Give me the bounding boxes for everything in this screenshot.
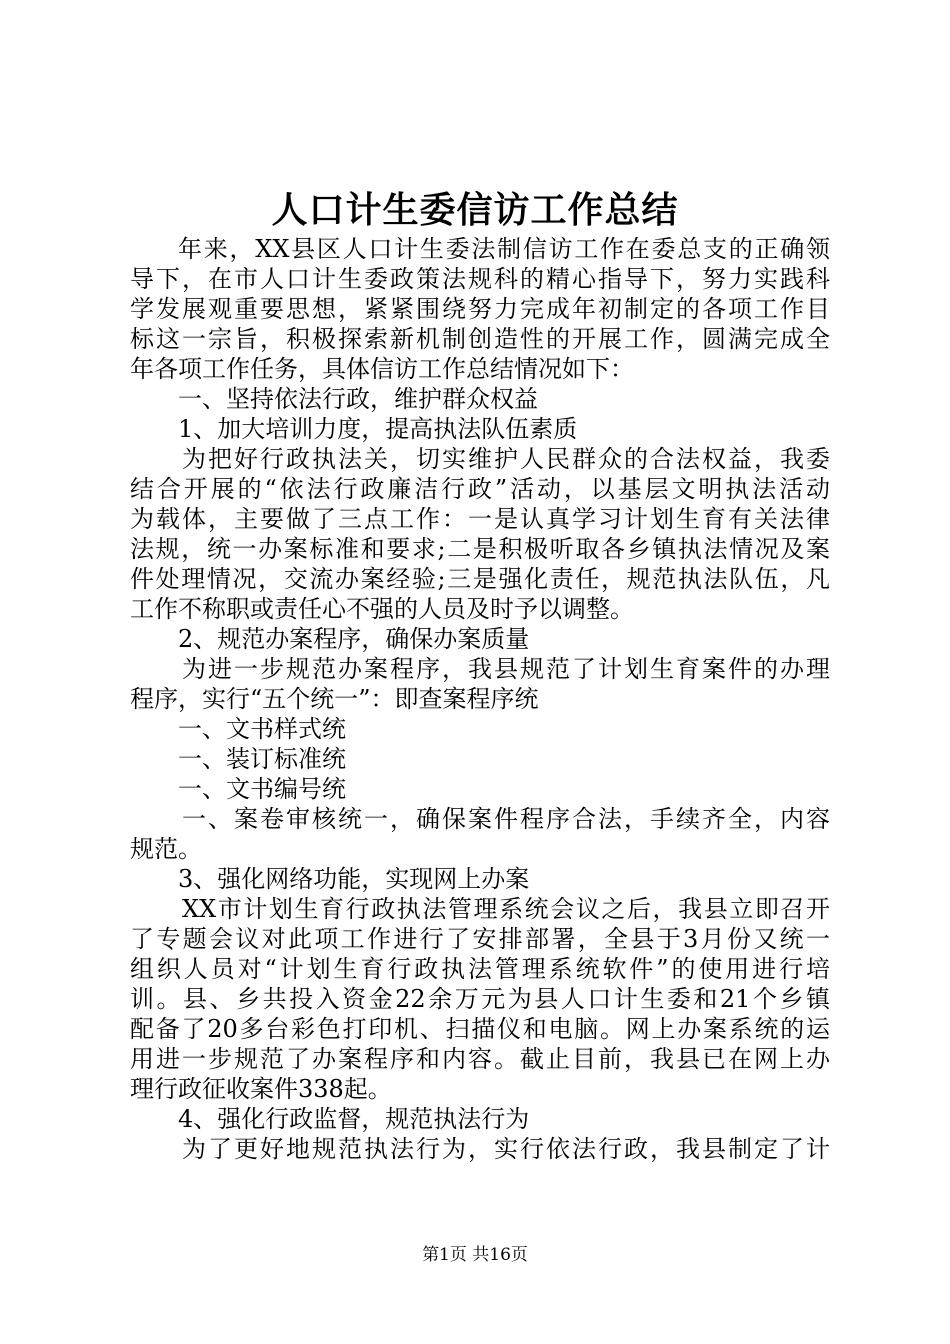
paragraph-line: 组织人员对“计划生育行政执法管理系统软件”的使用进行培 xyxy=(130,955,830,983)
paragraph-line: 为把好行政执法关，切实维护人民群众的合法权益，我委 xyxy=(182,445,830,473)
section-heading: 一、坚持依法行政，维护群众权益 xyxy=(178,385,538,413)
paragraph-line: XX市计划生育行政执法管理系统会议之后，我县立即召开 xyxy=(182,895,830,923)
paragraph-line: 法规，统一办案标准和要求;二是积极听取各乡镇执法情况及案 xyxy=(130,535,830,563)
paragraph-line: 导下，在市人口计生委政策法规科的精心指导下，努力实践科 xyxy=(130,265,830,293)
subsection-heading: 1、加大培训力度，提高执法队伍素质 xyxy=(178,415,578,443)
subsection-heading: 2、规范办案程序，确保办案质量 xyxy=(178,625,530,653)
paragraph-line: 一、案卷审核统一，确保案件程序合法，手续齐全，内容 xyxy=(182,805,830,833)
paragraph-line: 了专题会议对此项工作进行了安排部署，全县于3月份又统一 xyxy=(130,925,830,953)
paragraph-line: 件处理情况，交流办案经验;三是强化责任，规范执法队伍，凡 xyxy=(130,565,830,593)
paragraph-line: 年各项工作任务，具体信访工作总结情况如下： xyxy=(130,355,634,383)
paragraph-line: 一、文书样式统 xyxy=(178,715,346,743)
paragraph-line: 训。县、乡共投入资金22余万元为县人口计生委和21个乡镇 xyxy=(130,985,830,1013)
paragraph-line: 配备了20多台彩色打印机、扫描仪和电脑。网上办案系统的运 xyxy=(130,1015,830,1043)
paragraph-line: 结合开展的“依法行政廉洁行政”活动，以基层文明执法活动 xyxy=(130,475,830,503)
paragraph-line: 工作不称职或责任心不强的人员及时予以调整。 xyxy=(130,595,634,623)
paragraph-line: 为载体，主要做了三点工作：一是认真学习计划生育有关法律 xyxy=(130,505,830,533)
document-title: 人口计生委信访工作总结 xyxy=(271,189,679,231)
paragraph-line: 标这一宗旨，积极探索新机制创造性的开展工作，圆满完成全 xyxy=(130,325,830,353)
paragraph-line: 一、装订标准统 xyxy=(178,745,346,773)
subsection-heading: 3、强化网络功能，实现网上办案 xyxy=(178,865,530,893)
page-footer: 第1页 共16页 xyxy=(422,1245,528,1265)
paragraph-line: 规范。 xyxy=(130,835,202,863)
document-body xyxy=(130,234,830,1164)
paragraph-line: 用进一步规范了办案程序和内容。截止目前，我县已在网上办 xyxy=(130,1045,830,1073)
paragraph-line: 理行政征收案件338起。 xyxy=(130,1075,392,1103)
paragraph-line: 学发展观重要思想，紧紧围绕努力完成年初制定的各项工作目 xyxy=(130,295,830,323)
paragraph-line: 年来，XX县区人口计生委法制信访工作在委总支的正确领 xyxy=(178,235,830,263)
paragraph-line: 程序，实行“五个统一”：即查案程序统 xyxy=(130,685,539,713)
subsection-heading: 4、强化行政监督，规范执法行为 xyxy=(178,1105,530,1133)
paragraph-line: 一、文书编号统 xyxy=(178,775,346,803)
paragraph-line: 为进一步规范办案程序，我县规范了计划生育案件的办理 xyxy=(182,655,830,683)
paragraph-line: 为了更好地规范执法行为，实行依法行政，我县制定了计 xyxy=(182,1135,830,1163)
